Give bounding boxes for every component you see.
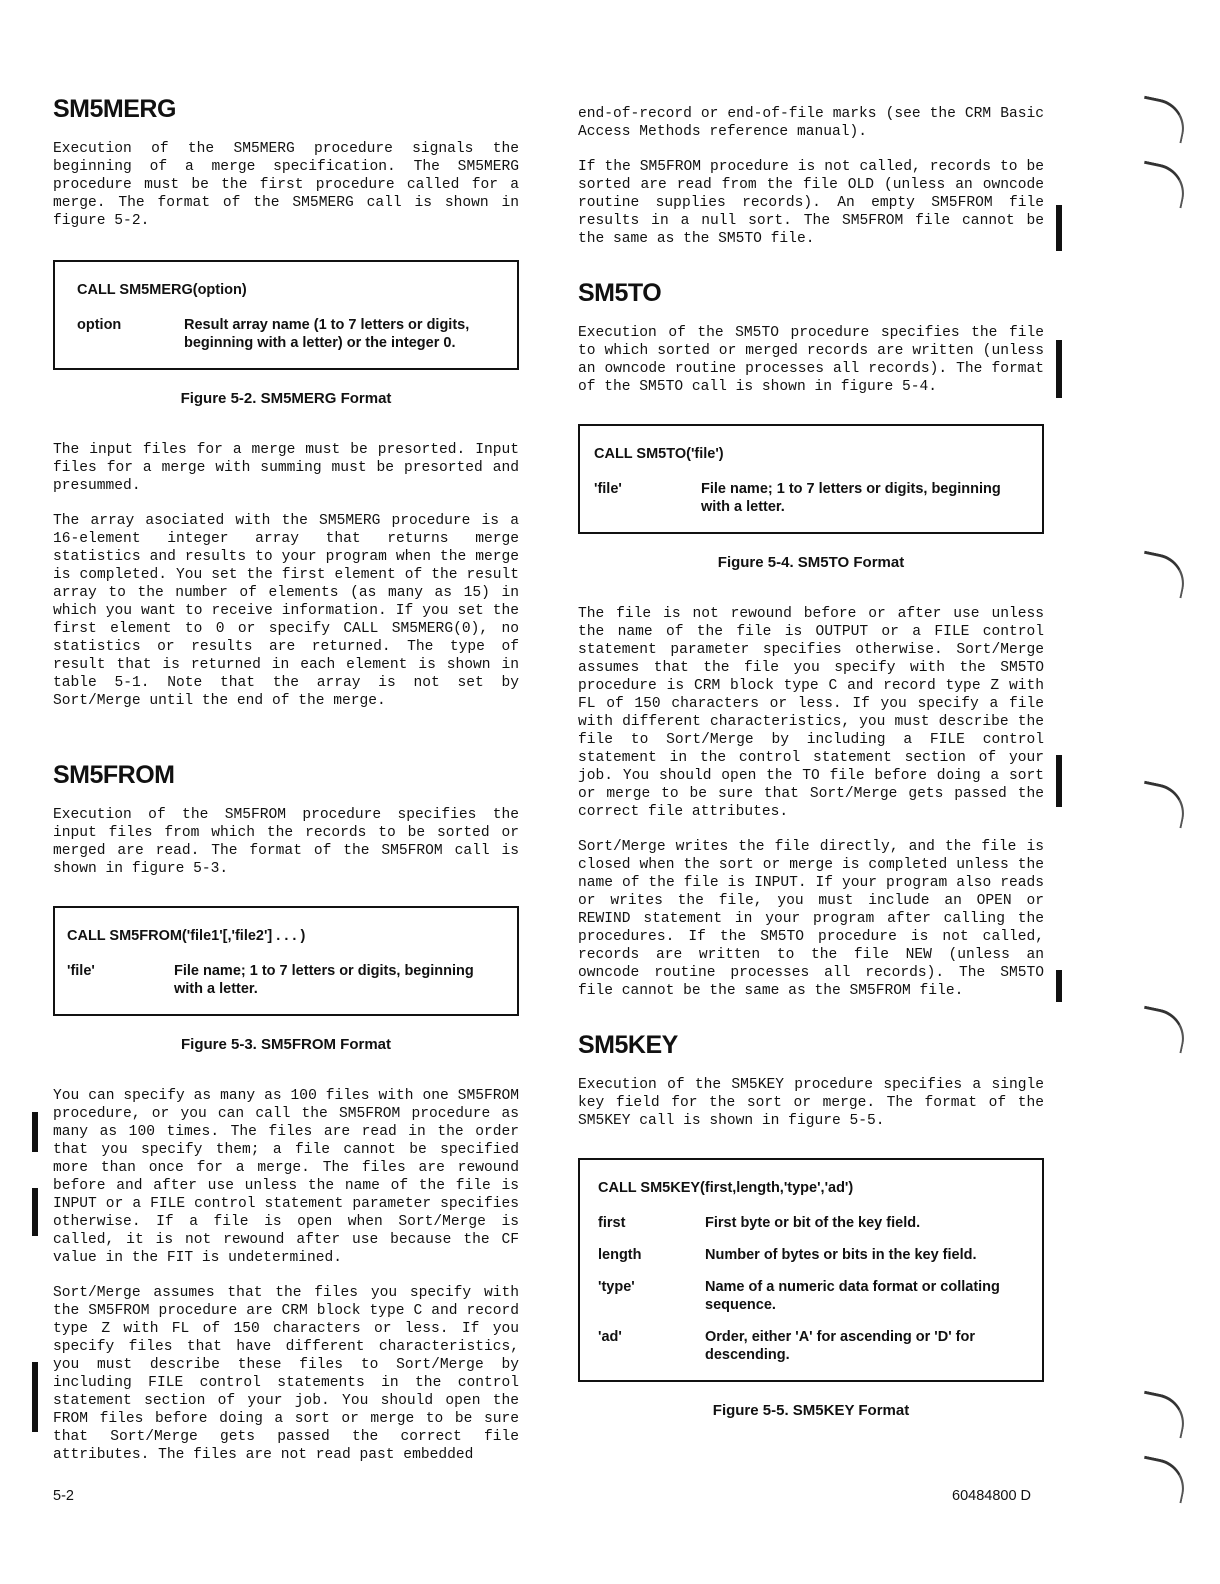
paragraph: end-of-record or end-of-file marks (see the CRM Basic Access Methods reference manual).	[578, 106, 1044, 140]
param-term: 'file'	[594, 481, 622, 497]
param-term: 'ad'	[598, 1329, 622, 1345]
param-term: 'type'	[598, 1279, 635, 1295]
left-column	[53, 95, 519, 1481]
paragraph: Execution of the SM5TO procedure specifies the file to which sorted or merged records are written (unless an owncode routine processes all records). The format of the SM5TO call is shown in figure 5-4.	[578, 325, 1044, 395]
paragraph: Sort/Merge writes the file directly, and the file is closed when the sort or merge is completed unless the name of the file is INPUT. If your program also reads or writes the file, you must include an OPEN or REWIND statement in your program after calling the procedures. If the SM5TO procedure is not called, records are written to the file NEW (unless an owncode routine processes all records). The SM5TO file cannot be the same as the SM5FROM file.	[578, 839, 1044, 999]
change-bar	[1056, 340, 1062, 398]
change-bar	[1056, 755, 1062, 807]
paragraph: The array asociated with the SM5MERG procedure is a 16-element integer array that returns merge statistics and results to your program when the merge is completed. You set the first element of the result array to the number of elements (as many as 15) in which you want to receive information. If you set the first element to 0 or specify CALL SM5MERG(0), no statistics or results are returned. The type of result that is returned in each element is shown in table 5-1. Note that the array is not set by Sort/Merge until the end of the merge.	[53, 513, 519, 709]
figure-caption: Figure 5-4. SM5TO Format	[717, 554, 905, 571]
change-bar	[32, 1112, 38, 1152]
section-heading-sm5key: SM5KEY	[578, 1031, 678, 1059]
binding-ring-mark	[1136, 781, 1189, 829]
binding-ring-mark	[1136, 96, 1189, 144]
param-desc: Result array name (1 to 7 letters or digits, beginning with a letter) or the integer 0.	[184, 317, 470, 351]
paragraph: If the SM5FROM procedure is not called, records to be sorted are read from the file OLD (unless an owncode routine supplies records). An empty SM5FROM file results in a null sort. The SM5FROM file cannot be the same as the SM5TO file.	[578, 159, 1044, 247]
figure-param-row	[594, 480, 1026, 516]
figure-param-row	[77, 316, 501, 352]
figure-box-sm5merg	[53, 260, 519, 370]
figure-call-syntax: CALL SM5FROM('file1'[,'file2'] . . . )	[67, 928, 306, 944]
paragraph: Execution of the SM5KEY procedure specifies a single key field for the sort or merge. The format of the SM5KEY call is shown in figure 5-5.	[578, 1077, 1044, 1129]
paragraph: The file is not rewound before or after use unless the name of the file is OUTPUT or a FILE control statement parameter specifies otherwise. Sort/Merge assumes that the file you specify with the SM5TO procedure is CRM block type C and record type Z with FL of 150 characters or less. If you specify a file with different characteristics, you must describe the file to Sort/Merge by including a FILE control statement in the control statement section of your job. You should open the TO file before doing a sort or merge to be sure that Sort/Merge gets passed the correct file attributes.	[578, 606, 1044, 820]
param-desc: Name of a numeric data format or collating sequence.	[705, 1279, 1000, 1313]
change-bar	[1056, 970, 1062, 1002]
param-desc: Number of bytes or bits in the key field.	[705, 1247, 977, 1263]
binding-ring-mark	[1136, 161, 1189, 209]
figure-box-sm5to	[578, 424, 1044, 534]
param-term: option	[77, 317, 122, 333]
binding-ring-mark	[1136, 551, 1189, 599]
figure-param-row	[598, 1278, 1026, 1314]
param-term: 'file'	[67, 963, 95, 979]
figure-caption: Figure 5-3. SM5FROM Format	[180, 1036, 392, 1053]
paragraph: Sort/Merge assumes that the files you specify with the SM5FROM procedure are CRM block type C and record type Z with FL of 150 characters or less. If you specify files that have different characteristics, you must describe these files to Sort/Merge by including FILE control statements in the control statement section of your job. You should open the FROM files before doing a sort or merge to be sure that Sort/Merge gets passed the correct file attributes. The files are not read past embedded	[53, 1285, 519, 1463]
paragraph: Execution of the SM5MERG procedure signals the beginning of a merge specification. The SM5MERG procedure must be the first procedure called for a merge. The format of the SM5MERG call is shown in figure 5-2.	[53, 141, 519, 229]
figure-box-sm5from	[53, 906, 519, 1016]
figure-caption: Figure 5-2. SM5MERG Format	[180, 390, 392, 407]
figure-call-syntax: CALL SM5TO('file')	[594, 446, 724, 462]
binding-ring-mark	[1136, 1456, 1189, 1504]
section-heading-sm5to: SM5TO	[578, 279, 662, 307]
figure-param-row	[598, 1246, 1026, 1264]
figure-param-row	[598, 1214, 1026, 1232]
figure-call-syntax: CALL SM5KEY(first,length,'type','ad')	[598, 1180, 854, 1196]
figure-caption: Figure 5-5. SM5KEY Format	[712, 1402, 910, 1419]
binding-ring-mark	[1136, 1006, 1189, 1054]
change-bar	[32, 1188, 38, 1236]
figure-param-row	[598, 1328, 1026, 1364]
param-desc: File name; 1 to 7 letters or digits, beginning with a letter.	[174, 963, 474, 997]
right-column	[578, 105, 1044, 1453]
figure-call-syntax: CALL SM5MERG(option)	[77, 282, 247, 298]
section-heading-sm5merg: SM5MERG	[53, 95, 176, 123]
section-heading-sm5from: SM5FROM	[53, 761, 175, 789]
param-desc: Order, either 'A' for ascending or 'D' for descending.	[705, 1329, 976, 1363]
document-number: 60484800 D	[952, 1488, 1032, 1504]
param-desc: File name; 1 to 7 letters or digits, beginning with a letter.	[701, 481, 1001, 515]
figure-param-row	[67, 962, 501, 998]
page-number: 5-2	[53, 1488, 74, 1504]
binding-ring-mark	[1136, 1391, 1189, 1439]
paragraph: You can specify as many as 100 files with one SM5FROM procedure, or you can call the SM5FROM procedure as many as 100 times. The files are read in the order that you specify them; a file cannot be specified more than once for a merge. The files are rewound before and after use unless the name of the file is INPUT or a FILE control statement parameter specifies otherwise. If a file is open when Sort/Merge is called, it is not rewound after use because the CF value in the FIT is undetermined.	[53, 1088, 519, 1266]
figure-box-sm5key	[578, 1158, 1044, 1382]
change-bar	[1056, 205, 1062, 251]
param-desc: First byte or bit of the key field.	[705, 1215, 921, 1231]
paragraph: The input files for a merge must be presorted. Input files for a merge with summing must be presorted and presummed.	[53, 442, 519, 494]
param-term: first	[598, 1215, 626, 1231]
change-bar	[32, 1362, 38, 1432]
param-term: length	[598, 1247, 642, 1263]
paragraph: Execution of the SM5FROM procedure specifies the input files from which the records to be sorted or merged are read. The format of the SM5FROM call is shown in figure 5-3.	[53, 807, 519, 877]
